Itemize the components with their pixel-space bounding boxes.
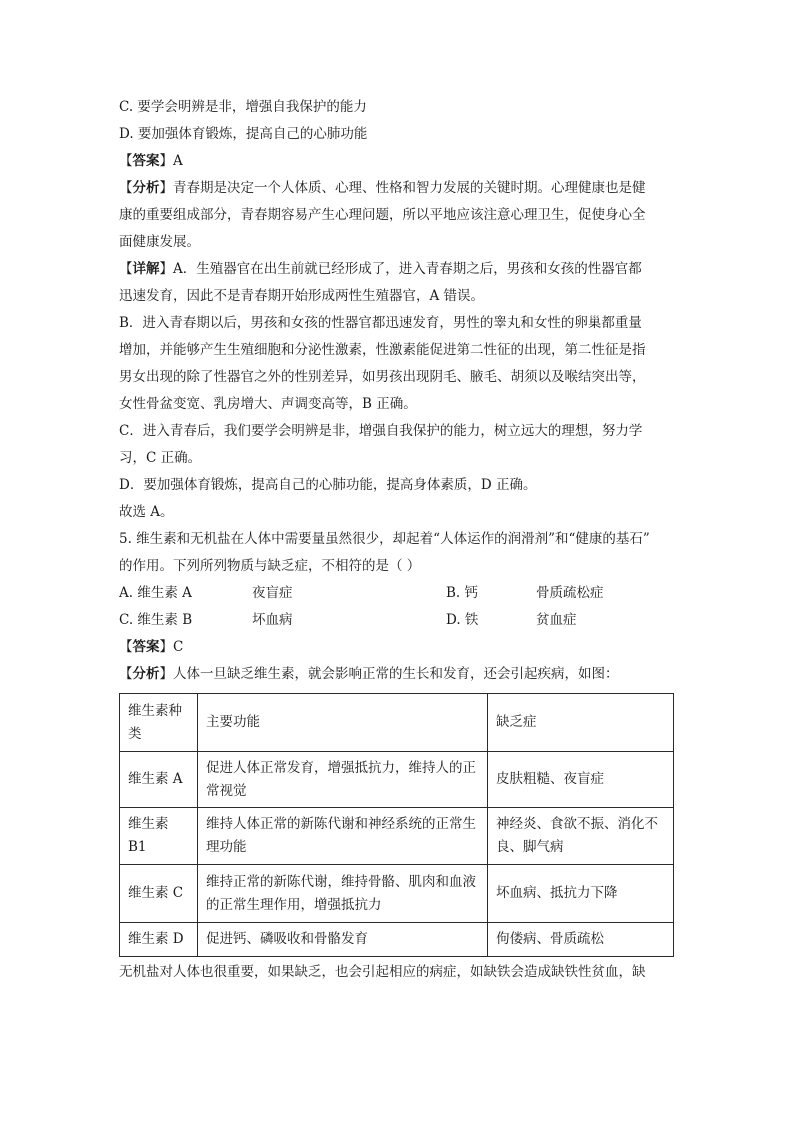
option-b-label: B. 钙 [446, 585, 479, 601]
q4-detail-line: C．进入青春后，我们要学会明辨是非，增强自我保护的能力，树立远大的理想，努力学 [119, 423, 643, 439]
table-cell: 维生素 B1 [120, 808, 198, 865]
table-cell: 维生素 A [120, 752, 198, 808]
option-c-text: 坏血病 [252, 612, 293, 628]
q4-conclusion: 故选 A。 [119, 504, 174, 520]
table-cell: 维生素 D [120, 923, 198, 957]
answer-value: A [173, 153, 183, 169]
table-header-cell: 主要功能 [198, 694, 488, 752]
q4-answer: 【答案】A [119, 153, 183, 169]
table-cell: 促进人体正常发育，增强抵抗力，维持人的正常视觉 [198, 752, 488, 808]
option-d-prev: D. 要加强体育锻炼，提高自己的心肺功能 [119, 126, 368, 142]
q5-analysis: 【分析】人体一旦缺乏维生素，就会影响正常的生长和发育，还会引起疾病，如图： [119, 666, 619, 682]
q5-stem-line: 5. 维生素和无机盐在人体中需要量虽然很少，却起着“人体运作的润滑剂”和“健康的基石” [119, 531, 650, 547]
table-header-cell: 维生素种类 [120, 694, 198, 752]
q5-answer: 【答案】C [119, 639, 184, 655]
table-row [120, 865, 674, 923]
detail-text: A．生殖器官在出生前就已经形成了，进入青春期之后，男孩和女孩的性器官都 [173, 261, 642, 277]
q5-stem-line: 的作用。下列所列物质与缺乏症，不相符的是（ ） [119, 558, 421, 574]
table-header-row [120, 694, 674, 752]
q4-detail-line: 迅速发育，因此不是青春期开始形成两性生殖器官，A 错误。 [119, 288, 485, 304]
q4-detail-line: 【详解】A．生殖器官在出生前就已经形成了，进入青春期之后，男孩和女孩的性器官都 [119, 261, 642, 277]
option-c-label: C. 维生素 B [119, 612, 193, 628]
table-cell: 维持人体正常的新陈代谢和神经系统的正常生理功能 [198, 808, 488, 865]
analysis-text: 青春期是决定一个人体质、心理、性格和智力发展的关键时期。心理健康也是健 [173, 180, 646, 196]
answer-value: C [173, 639, 184, 655]
answer-tag: 答案 [132, 639, 160, 655]
table-cell: 维生素 C [120, 865, 198, 923]
q5-tail-text: 无机盐对人体也很重要，如果缺乏，也会引起相应的病症，如缺铁会造成缺铁性贫血，缺 [119, 964, 646, 980]
analysis-tag: 分析 [132, 180, 160, 196]
table-cell: 坏血病、抵抗力下降 [488, 865, 674, 923]
detail-tag: 详解 [132, 261, 160, 277]
option-c-prev: C. 要学会明辨是非，增强自我保护的能力 [119, 99, 367, 115]
q4-detail-line: 习，C 正确。 [119, 450, 202, 466]
table-row [120, 752, 674, 808]
option-a-text: 夜盲症 [252, 585, 293, 601]
q5-options-row [119, 607, 675, 634]
table-cell: 皮肤粗糙、夜盲症 [488, 752, 674, 808]
q4-analysis-line: 【分析】青春期是决定一个人体质、心理、性格和智力发展的关键时期。心理健康也是健 [119, 180, 646, 196]
q4-detail-line: 男女出现的除了性器官之外的性别差异，如男孩出现阴毛、腋毛、胡须以及喉结突出等， [119, 369, 646, 385]
q4-analysis-line: 康的重要组成部分，青春期容易产生心理问题，所以平地应该注意心理卫生，促使身心全 [119, 207, 646, 223]
option-a-label: A. 维生素 A [119, 585, 192, 601]
q4-detail-line: 女性骨盆变宽、乳房增大、声调变高等，B 正确。 [119, 396, 417, 412]
answer-tag: 答案 [132, 153, 160, 169]
table-cell: 促进钙、磷吸收和骨骼发育 [198, 923, 488, 957]
page-content [119, 94, 675, 986]
table-cell: 神经炎、食欲不振、消化不良、脚气病 [488, 808, 674, 865]
analysis-text: 人体一旦缺乏维生素，就会影响正常的生长和发育，还会引起疾病，如图： [173, 666, 619, 682]
q4-analysis-line: 面健康发展。 [119, 234, 200, 250]
q4-detail-line: 增加，并能够产生生殖细胞和分泌性激素，性激素能促进第二性征的出现，第二性征是指 [119, 342, 646, 358]
q5-options-row [119, 580, 675, 607]
option-d-text: 贫血症 [536, 612, 577, 628]
table-row [120, 923, 674, 957]
table-cell: 佝偻病、骨质疏松 [488, 923, 674, 957]
option-b-text: 骨质疏松症 [536, 585, 604, 601]
vitamin-table [119, 693, 674, 957]
q4-detail-line: D．要加强体育锻炼，提高自己的心肺功能，提高身体素质，D 正确。 [119, 477, 537, 493]
option-d-label: D. 铁 [446, 612, 479, 628]
q4-detail-line: B．进入青春期以后，男孩和女孩的性器官都迅速发育，男性的睾丸和女性的卵巢都重量 [119, 315, 642, 331]
table-cell: 维持正常的新陈代谢，维持骨骼、肌肉和血液的正常生理作用，增强抵抗力 [198, 865, 488, 923]
table-header-cell: 缺乏症 [488, 694, 674, 752]
analysis-tag: 分析 [132, 666, 160, 682]
table-row [120, 808, 674, 865]
